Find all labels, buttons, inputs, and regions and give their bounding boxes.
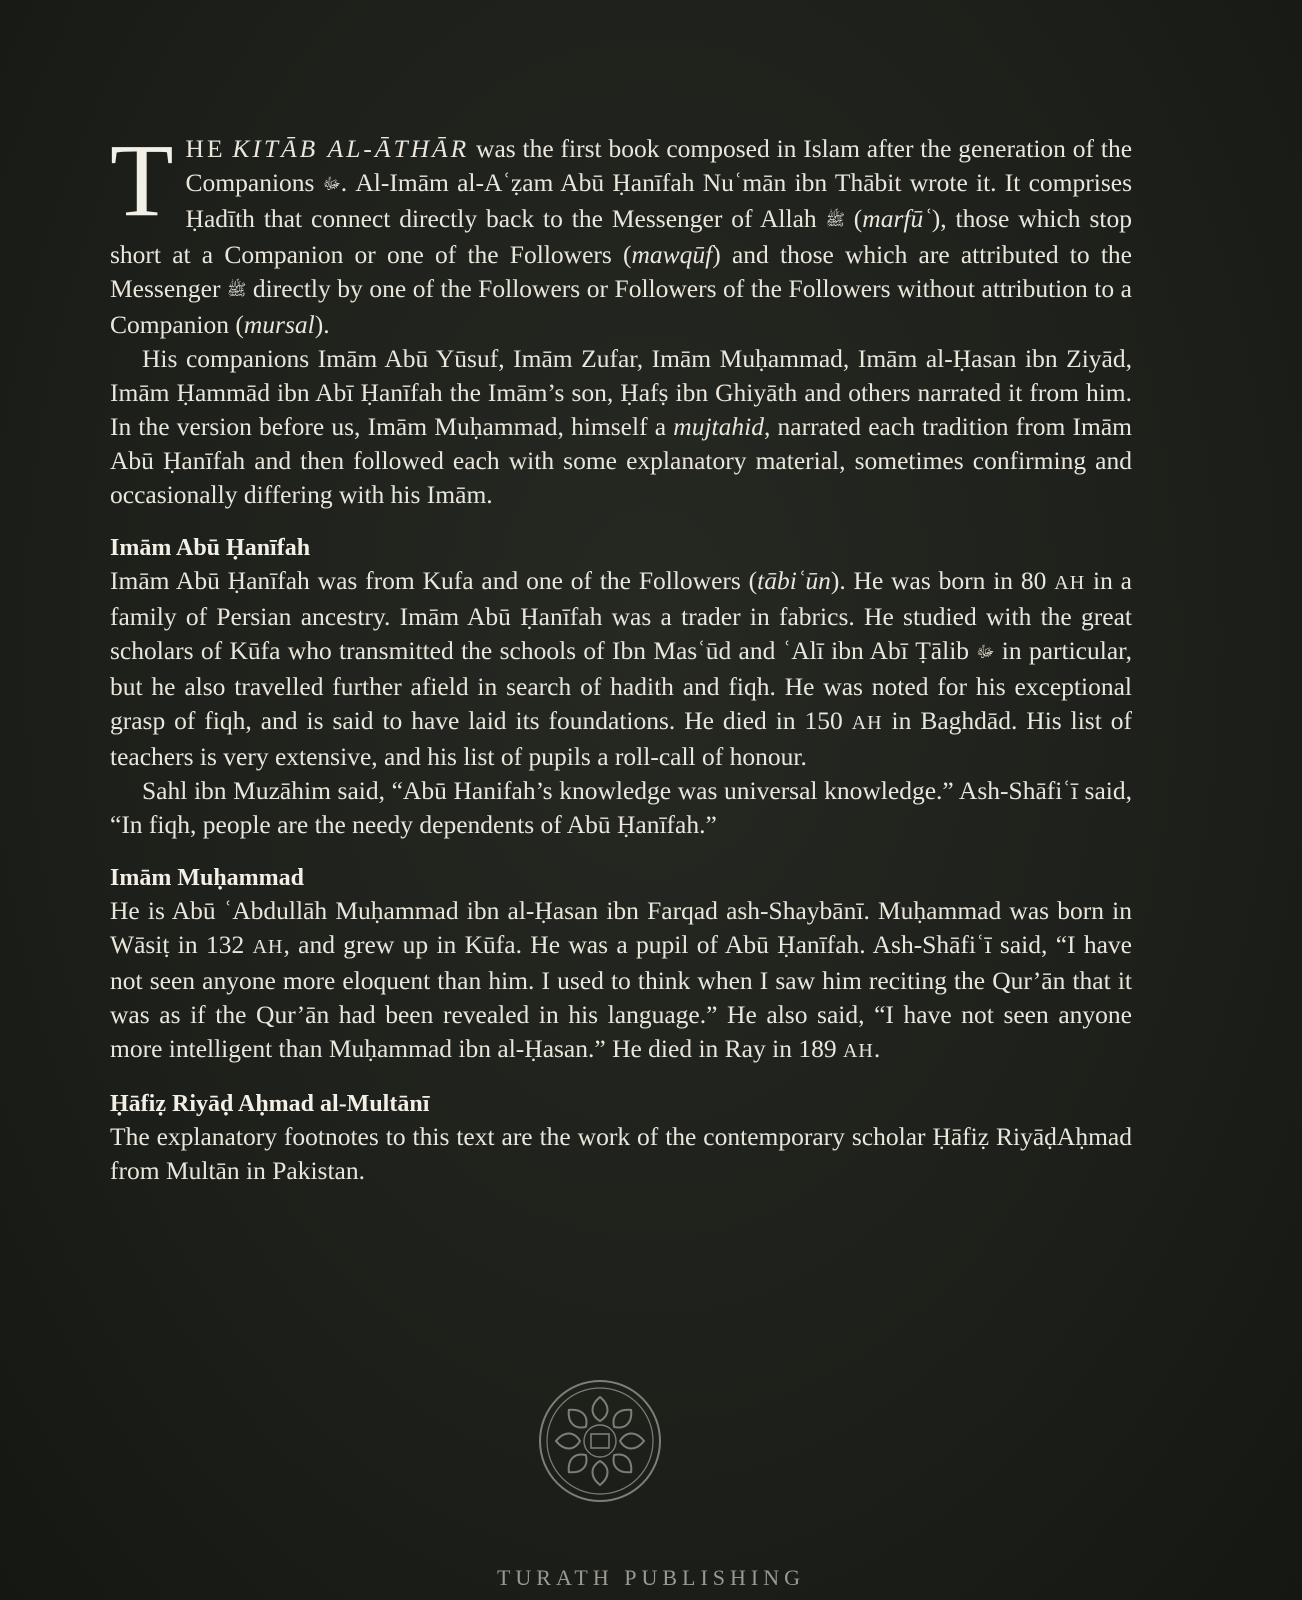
era-abbr: AH [842, 1040, 874, 1062]
term-marfu: marfūʿ [862, 204, 932, 233]
era-abbr: AH [1054, 572, 1086, 594]
hanifah-paragraph [110, 564, 1132, 774]
heading-imam-muhammad: Imām Muḥammad [110, 865, 305, 891]
text-run: ( [844, 204, 863, 233]
text-run: , narrated each tradition from Imām Abū Ḥanīfah and then followed each with some explanatory material, sometimes confirming and occasionally differing with his Imām. [110, 412, 1132, 509]
term-tabiun: tābiʿūn [757, 566, 831, 595]
publisher-emblem-icon [537, 1378, 663, 1504]
multani-paragraph: The explanatory footnotes to this text are the work of the contemporary scholar Ḥāfiẓ RiyāḍAḥmad from Multān in Pakistan. [110, 1122, 1132, 1185]
text-run: He is Abū ʿAbdullāh Muḥammad ibn al-Ḥasan ibn Farqad ash-Shaybānī. Muḥammad was born in Wāsiṭ in 132 [110, 896, 1132, 959]
text-run: in Baghdād. His list of teachers is very extensive, and his list of pupils a roll-call of honour. [110, 706, 1132, 771]
era-abbr: AH [851, 712, 883, 734]
text-run: in a family of Persian ancestry. Imām Abū Ḥanīfah was a trader in fabrics. He studied with the great scholars of Kūfa who transmitted the schools of Ibn Masʿūd and ʿAlī ibn Abī Ṭālib [110, 566, 1132, 665]
hanifah-quote-paragraph: Sahl ibn Muzāhim said, “Abū Hanifah’s knowledge was universal knowledge.” Ash-Shāfiʿī said, “In fiqh, people are the needy dependents of Abū Ḥanīfah.” [110, 776, 1132, 839]
honorific-icon: ﷺ [825, 212, 845, 229]
term-mawquf: mawqūf [631, 240, 713, 269]
publisher-name: TURATH PUBLISHING [496, 1565, 806, 1590]
text-run: ) and those which are attributed to the Messenger [110, 240, 1132, 303]
term-mujtahid: mujtahid [673, 412, 764, 441]
muhammad-paragraph [110, 894, 1132, 1068]
companions-paragraph [110, 342, 1132, 512]
intro-paragraph [110, 123, 1133, 342]
cover-text [110, 123, 1133, 1188]
heading-abu-hanifah: Imām Abū Ḥanīfah [110, 535, 311, 561]
text-run: ). [314, 310, 330, 339]
era-abbr: AH [252, 936, 284, 958]
term-mursal: mursal [243, 310, 315, 339]
text-run: His companions Imām Abū Yūsuf, Imām Zufar, Imām Muḥammad, Imām al-Ḥasan ibn Ziyād, Imām Ḥammād ibn Abī Ḥanīfah the Imām’s son, Ḥafṣ ibn Ghiyāth and others narrated it from him. In the version before us, Imām Muḥammad, himself a [110, 344, 1132, 441]
text-run: ). He was born in 80 [830, 566, 1055, 595]
lead-caps: HE [185, 134, 226, 163]
honorific-icon: ﷺ [227, 282, 247, 299]
text-run: , and grew up in Kūfa. He was a pupil of Abū Ḥanīfah. Ash-Shāfiʿī said, “I have not seen anyone more eloquent than him. I used to think when I saw him reciting the Qur’ān that it was as if the Qur’ān had been revealed in his language.” He also said, “I have not seen anyone more intelligent than Muḥammad ibn al-Ḥasan.” He died in Ray in 189 [110, 930, 1132, 1063]
text-run: . [873, 1034, 881, 1063]
text-run: was the first book composed in Islam after the generation of the Companions [185, 134, 1133, 197]
text-run: directly by one of the Followers or Followers of the Followers without attribution to a Companion ( [110, 274, 1132, 339]
book-title: KITĀB AL-ĀTHĀR [232, 134, 470, 163]
text-run: Imām Abū Ḥanīfah was from Kufa and one of the Followers ( [110, 566, 758, 595]
drop-cap: T [110, 123, 174, 238]
honorific-icon: ﷻ [322, 176, 341, 193]
text-run: ), those which stop short at a Companion or one of the Followers ( [110, 204, 1132, 269]
heading-multani: Ḥāfiẓ Riyāḍ Aḥmad al-Multānī [110, 1091, 430, 1117]
text-run: . Al-Imām al-Aʿẓam Abū Ḥanīfah Nuʿmān ibn Thābit wrote it. It comprises Ḥadīth that connect directly back to the Messenger of Allah [185, 168, 1133, 233]
honorific-icon: ﷻ [976, 644, 995, 661]
text-run: in particular, but he also travelled further afield in search of hadith and fiqh. He was noted for his exceptional grasp of fiqh, and is said to have laid its foundations. He died in 150 [110, 636, 1132, 735]
